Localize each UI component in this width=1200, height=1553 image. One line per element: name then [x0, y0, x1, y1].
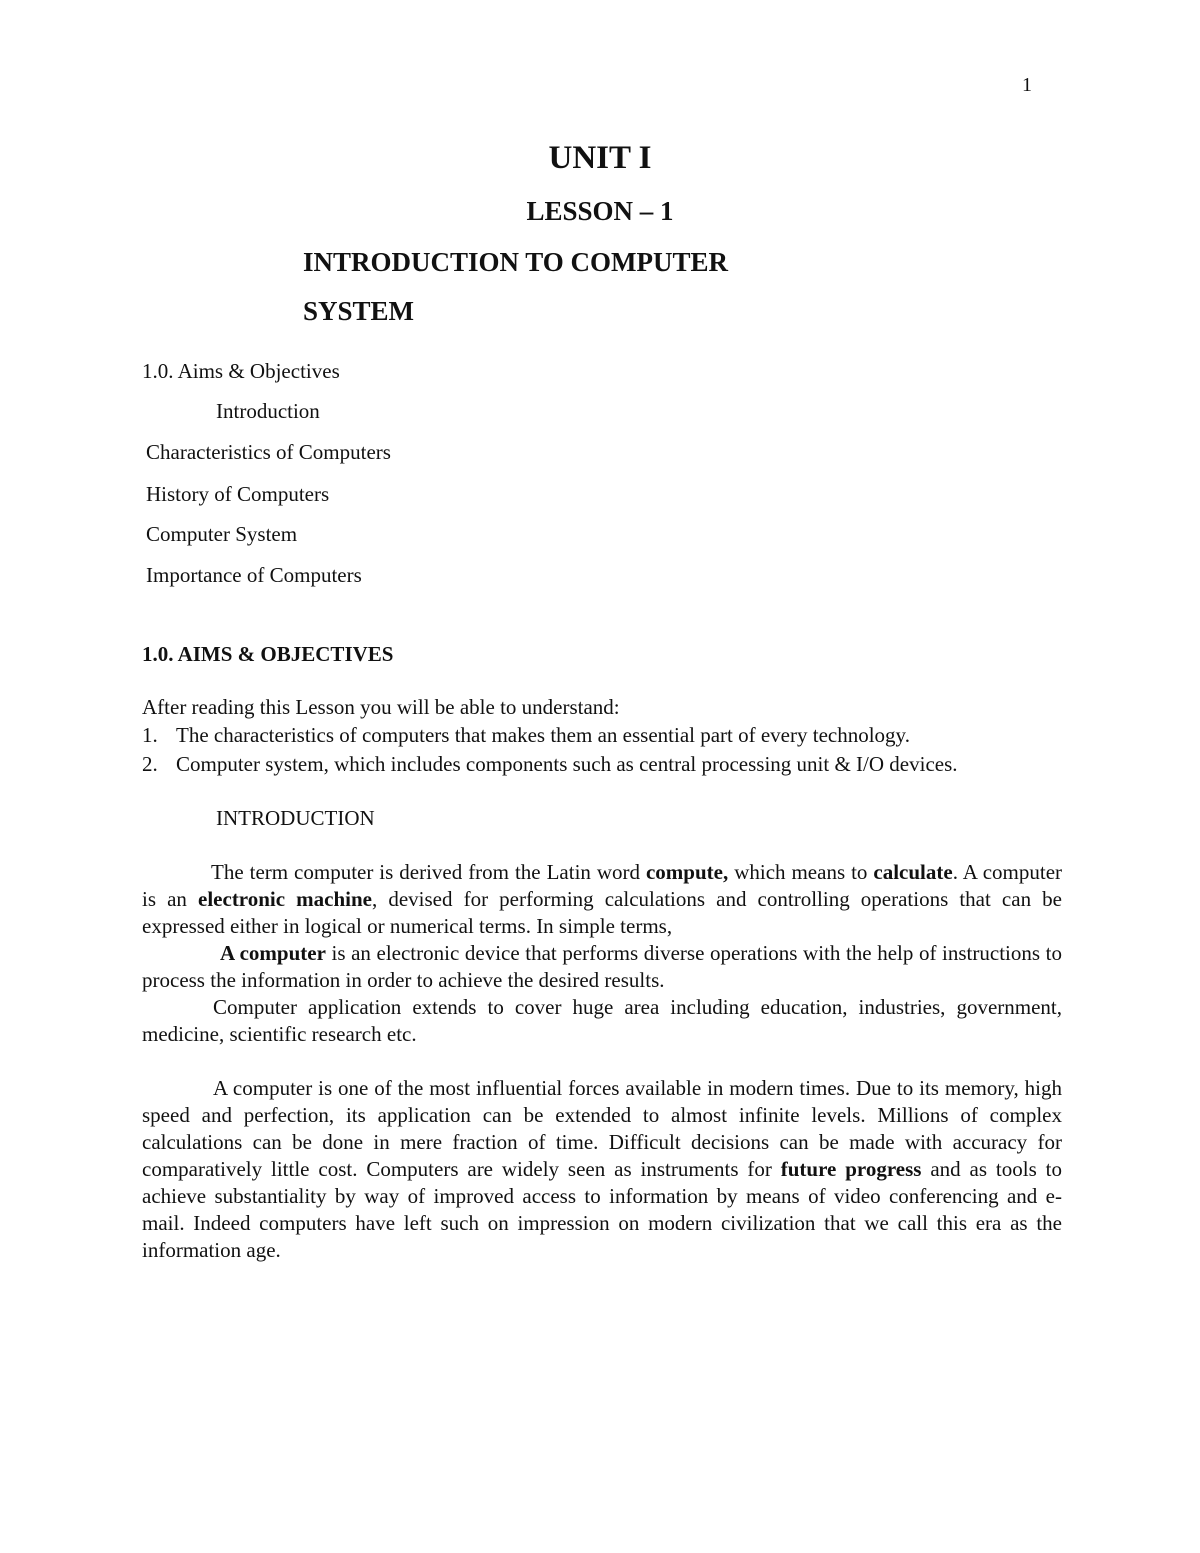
objective-number: 2. [142, 752, 158, 776]
objective-text: Computer system, which includes components such as central processing unit & I/O devices. [176, 752, 958, 776]
lesson-name-line1: INTRODUCTION TO COMPUTER [303, 247, 729, 277]
aims-heading: 1.0. AIMS & OBJECTIVES [142, 642, 394, 666]
lesson-name-line2: SYSTEM [303, 296, 415, 326]
page-number: 1 [1022, 74, 1032, 96]
intro-paragraph-2: A computer is an electronic device that performs diverse operations with the help of instructions to process the information in order to achieve the desired results. [142, 941, 1062, 992]
toc-item: Computer System [146, 522, 298, 546]
toc-item: 1.0. Aims & Objectives [142, 359, 340, 383]
objective-number: 1. [142, 723, 158, 747]
intro-paragraph-3: Computer application extends to cover huge area including education, industries, government, medicine, scientific research etc. [142, 995, 1062, 1046]
aims-intro: After reading this Lesson you will be able to understand: [142, 695, 620, 719]
toc-item: Importance of Computers [146, 563, 362, 587]
toc-item: Introduction [216, 399, 320, 423]
introduction-heading: INTRODUCTION [216, 806, 375, 830]
objective-text: The characteristics of computers that makes them an essential part of every technology. [176, 723, 910, 747]
toc-item: Characteristics of Computers [146, 440, 391, 464]
toc-item: History of Computers [146, 482, 330, 506]
lesson-title: LESSON – 1 [526, 196, 674, 226]
intro-paragraph-4: A computer is one of the most influential forces available in modern times. Due to its memory, high speed and perfection, its application can be extended to almost infinite levels. Millions of complex calculations can be done in mere fraction of time. Difficult decisions can be made with accuracy for comparatively little cost. Computers are widely seen as instruments for future progress and as tools to achieve substantiality by way of improved access to information by means of video conferencing and e- mail. Indeed computers have left such on impression on modern civilization that we call this era as the information age. [142, 1076, 1062, 1262]
unit-title: UNIT I [548, 140, 652, 176]
intro-paragraph-1: The term computer is derived from the Latin word compute, which means to calculate. A computer is an electronic machine, devised for performing calculations and controlling operations that can be expressed either in logical or numerical terms. In simple terms, [142, 860, 1063, 938]
